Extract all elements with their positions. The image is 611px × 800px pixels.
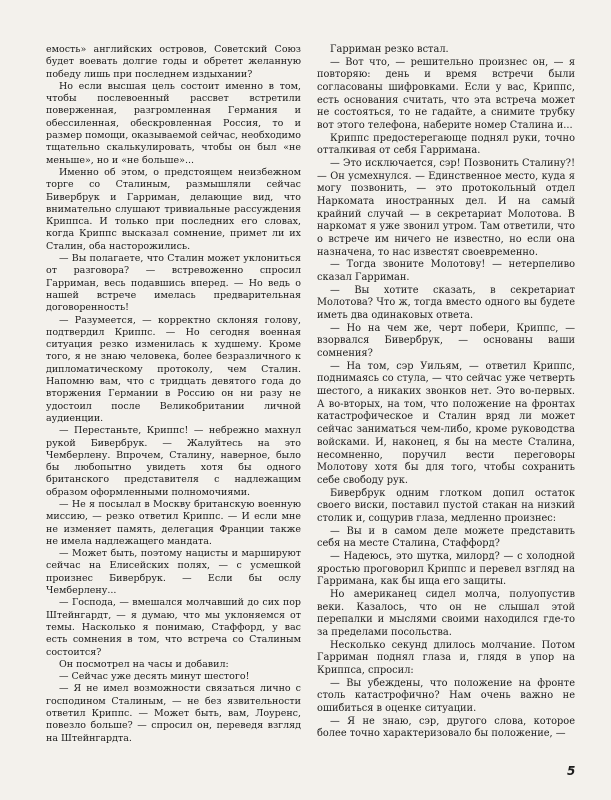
paragraph: — Вы хотите сказать, в секретариат Молотова? Что ж, тогда вместо одного вы будете иметь два одинаковых ответа. bbox=[317, 284, 575, 322]
paragraph: — Разумеется, — корректно склоняя голову, подтвердил Криппс. — Но сегодня военная ситуация резко изменилась к худшему. Кроме того, я не знаю человека, более безразличного к дипломатическому протоколу, чем Сталин. Напомню вам, что с тридцать девятого года до вторжения Германии в Россию он ни разу не удостоил после Великобритании личной аудиенции. bbox=[46, 314, 301, 424]
paragraph: Он посмотрел на часы и добавил: bbox=[59, 658, 229, 670]
right-text-column bbox=[317, 44, 575, 741]
paragraph: — Надеюсь, это шутка, милорд? — с холодной яростью проговорил Криппс и перевел взгляд на Гарримана, как бы ища его защиты. bbox=[317, 550, 575, 588]
paragraph: — Может быть, поэтому нацисты и маршируют сейчас на Елисейских полях, — с усмешкой произнес Бивербрук. — Если бы ослу Чемберлену... bbox=[46, 548, 301, 597]
paragraph: Бивербрук одним глотком допил остаток своего виски, поставил пустой стакан на низкий столик и, сощурив глаза, медленно произнес: bbox=[317, 487, 575, 524]
paragraph: — На том, сэр Уильям, — ответил Криппс, поднимаясь со стула, — что сейчас уже четверть шестого, а никаких звонков нет. Это во-первых. А во-вторых, на том, что положение на фронтах катастрофическое и Сталин вряд ли может сейчас заниматься чем-либо, кроме руководства войсками. И, наконец, я бы на месте Сталина, несомненно, поручил вести переговоры Молотову хотя бы для того, чтобы сохранить себе свободу рук. bbox=[317, 360, 575, 486]
paragraph: — Тогда звоните Молотову! — нетерпеливо сказал Гарриман. bbox=[317, 259, 575, 284]
paragraph: — Не я посылал в Москву британскую военную миссию, — резко ответил Криппс. — И если мне не изменяет память, делегация Франции также не имела надлежащего мандата. bbox=[46, 498, 301, 547]
paragraph: — Сейчас уже десять минут шестого! bbox=[59, 671, 250, 683]
paragraph: Криппс предостерегающе поднял руки, точно отталкивая от себя Гарримана. bbox=[317, 132, 575, 157]
paragraph: Но американец сидел молча, полуопустив веки. Казалось, что он не слышал этой перепалки и мыслями своими находился где-то за пределами посольства. bbox=[317, 588, 575, 638]
paragraph: Именно об этом, о предстоящем неизбежном торге со Сталиным, размышляли сейчас Бивербрук и Гарриман, делающие вид, что внимательно слушают тривиальные рассуждения Криппса. И только при последних его словах, когда Криппс высказал сомнение, примет ли их Сталин, оба насторожились. bbox=[46, 166, 301, 252]
paragraph: — Но на чем же, черт побери, Криппс, — взорвался Бивербрук, — основаны ваши сомнения? bbox=[317, 322, 575, 360]
paragraph: — Я не имел возможности связаться лично с господином Сталиным, — не без язвительности ответил Криппс. — Может быть, вам, Лоуренс, повезло больше? — спросил он, переведя взгляд на Штейнгардта. bbox=[46, 683, 301, 744]
paragraph: Гарриман резко встал. bbox=[330, 44, 449, 55]
paragraph: Несколько секунд длилось молчание. Потом Гарриман поднял глаза и, глядя в упор на Криппса, спросил: bbox=[317, 639, 575, 676]
paragraph: — Это исключается, сэр! Позвонить Сталину?! — Он усмехнулся. — Единственное место, куда я могу позвонить, — это протокольный отдел Наркомата иностранных дел. И на самый крайний случай — в секретариат Молотова. В наркомат я уже звонил утром. Там ответили, что о встрече им ничего не известно, но если она назначена, то нас известят своевременно. bbox=[317, 158, 575, 258]
paragraph: — Перестаньте, Криппс! — небрежно махнул рукой Бивербрук. — Жалуйтесь на это Чемберлену. Впрочем, Сталину, наверное, было бы любопытно увидеть хотя бы одного британского представителя с надлежащим образом оформленными полномочиями. bbox=[46, 425, 301, 498]
paragraph: — Вы убеждены, что положение на фронте столь катастрофично? Нам очень важно не ошибиться в оценке ситуации. bbox=[317, 677, 575, 714]
page-number: 5 bbox=[567, 764, 576, 778]
left-text-column bbox=[46, 44, 301, 745]
paragraph: — Вы полагаете, что Сталин может уклониться от разговора? — встревоженно спросил Гарриман, весь подавшись вперед. — Но ведь о нашей встрече имелась предварительная договоренность! bbox=[46, 253, 301, 314]
paragraph: — Я не знаю, сэр, другого слова, которое более точно характеризовало бы положение, — bbox=[317, 715, 575, 740]
paragraph: Но если высшая цель состоит именно в том, чтобы послевоенный рассвет встретили поверженная, разгромленная Германия и обессиленная, обескровленная Россия, то и размер помощи, оказываемой сейчас, необходимо тщательно скалькулировать, чтобы он был «не меньше», но и «не больше»... bbox=[46, 80, 301, 166]
paragraph: емость» английских островов, Советский Союз будет воевать долгие годы и обретет желанную победу лишь при последнем издыхании? bbox=[46, 44, 301, 80]
paragraph: — Господа, — вмешался молчавший до сих пор Штейнгардт, — я думаю, что мы уклоняемся от темы. Насколько я понимаю, Стаффорд, у вас есть сомнения в том, что встреча со Сталиным состоится? bbox=[46, 597, 301, 658]
paragraph: — Вот что, — решительно произнес он, — я повторяю: день и время встречи были согласованы шифровками. Если у вас, Криппс, есть основания считать, что эта встреча может не состояться, то не гадайте, а снимите трубку вот этого телефона, наберите номер Сталина и... bbox=[317, 56, 575, 132]
paragraph: — Вы и в самом деле можете представить себя на месте Сталина, Стаффорд? bbox=[317, 525, 575, 550]
